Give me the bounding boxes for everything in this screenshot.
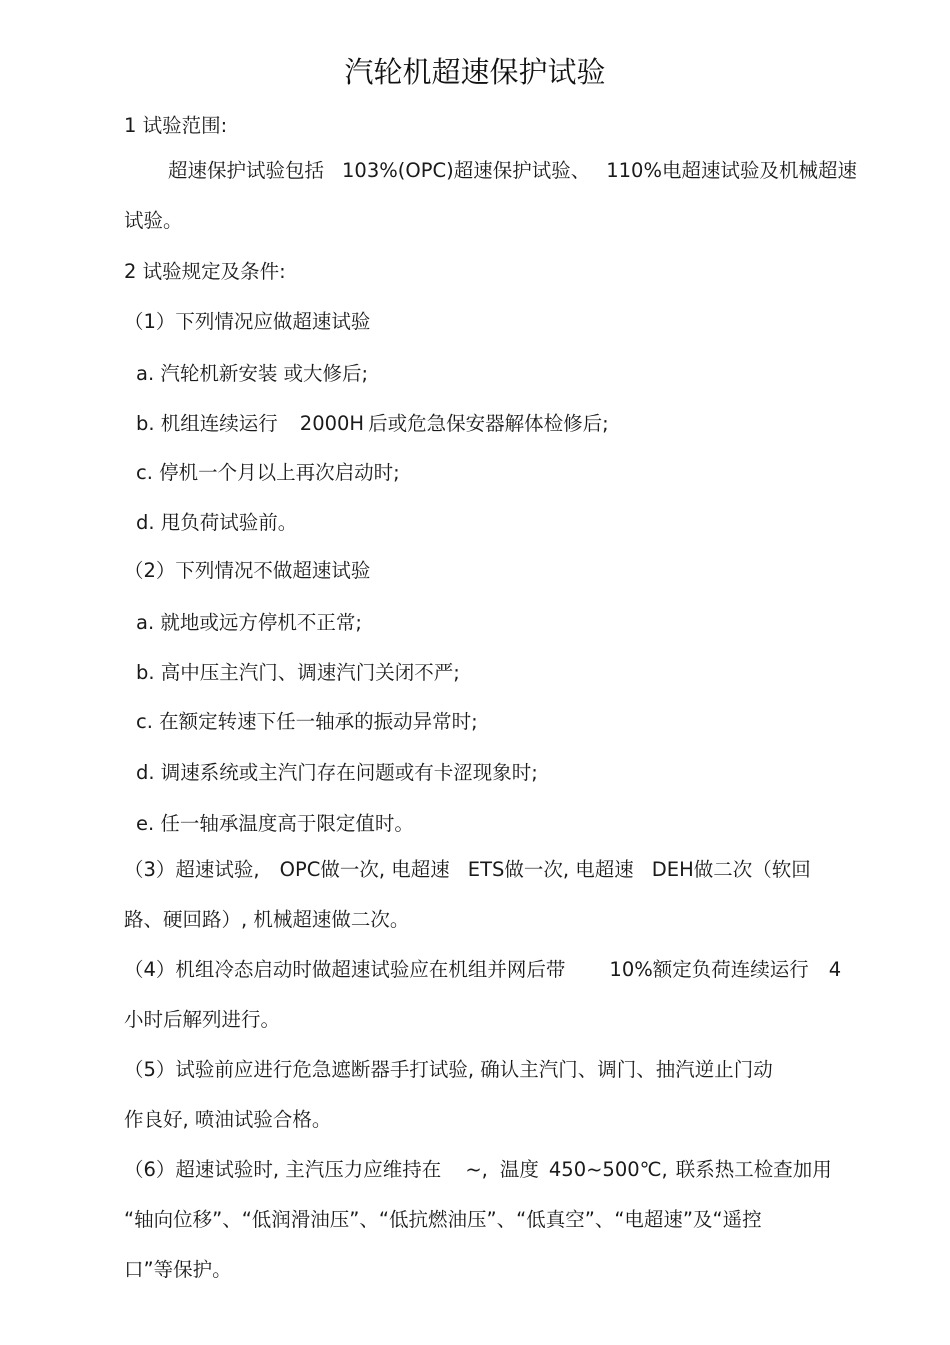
group-2-heading: （2）下列情况不做超速试验	[124, 559, 371, 582]
text-run: 超速保护试验包括	[168, 159, 325, 182]
text-run: 450~500℃,	[548, 1158, 668, 1181]
group-4-line-1	[124, 956, 841, 984]
group-6-line-1	[124, 1156, 832, 1184]
text-run: 2000H	[299, 412, 365, 435]
group-1-heading: （1）下列情况应做超速试验	[124, 310, 371, 333]
text-run: （4）机组冷态启动时做超速试验应在机组并网后带	[124, 958, 566, 981]
group-2-item-a: a. 就地或远方停机不正常;	[136, 611, 362, 634]
group-5-line-2: 作良好, 喷油试验合格。	[124, 1108, 332, 1131]
text-run: 103%(OPC)	[342, 159, 454, 182]
group-2-item-b: b. 高中压主汽门、调速汽门关闭不严;	[136, 661, 460, 684]
section-2-heading: 2 试验规定及条件:	[124, 260, 286, 283]
section-1-paragraph-line-2: 试验。	[124, 209, 183, 232]
group-3-line-1	[124, 856, 811, 884]
text-run: 做二次（软回	[693, 858, 811, 881]
group-1-item-d: d. 甩负荷试验前。	[136, 511, 298, 534]
text-run: 后或危急保安器解体检修后;	[368, 412, 609, 435]
text-run: （6）超速试验时, 主汽压力应维持在	[124, 1158, 442, 1181]
group-1-item-a: a. 汽轮机新安装 或大修后;	[136, 362, 369, 385]
group-4-line-2: 小时后解列进行。	[124, 1008, 281, 1031]
group-1-item-c: c. 停机一个月以上再次启动时;	[136, 461, 400, 484]
text-run: （3）超速试验,	[124, 858, 260, 881]
text-run: 做一次, 电超速	[504, 858, 634, 881]
group-1-item-b	[136, 410, 609, 438]
group-6-line-2: “轴向位移”、“低润滑油压”、“低抗燃油压”、“低真空”、“电超速”及“遥控	[124, 1208, 762, 1231]
text-run: DEH	[651, 858, 694, 881]
text-run: 温度	[499, 1158, 539, 1181]
text-run: ETS	[467, 858, 505, 881]
group-2-item-c: c. 在额定转速下任一轴承的振动异常时;	[136, 710, 478, 733]
section-1-heading: 1 试验范围:	[124, 114, 228, 137]
group-6-line-3: 口”等保护。	[124, 1258, 232, 1281]
text-run: OPC	[279, 858, 321, 881]
document-title: 汽轮机超速保护试验	[344, 55, 606, 89]
text-run: 10%	[609, 958, 653, 981]
text-run: 额定负荷连续运行	[652, 958, 809, 981]
group-2-item-e: e. 任一轴承温度高于限定值时。	[136, 812, 414, 835]
text-run: 联系热工检查加用	[675, 1158, 832, 1181]
group-2-item-d: d. 调速系统或主汽门存在问题或有卡涩现象时;	[136, 761, 538, 784]
section-1-paragraph-line-1	[168, 157, 857, 185]
text-run: 4	[828, 958, 842, 981]
group-3-line-2: 路、硬回路）, 机械超速做二次。	[124, 908, 410, 931]
text-run: 电超速试验及机械超速	[661, 159, 857, 182]
text-run: 超速保护试验、	[453, 159, 591, 182]
text-run: 做一次, 电超速	[320, 858, 450, 881]
text-run: b. 机组连续运行	[136, 412, 278, 435]
text-run: 110%	[606, 159, 662, 182]
text-run: ~,	[465, 1158, 488, 1181]
group-5-line-1: （5）试验前应进行危急遮断器手打试验, 确认主汽门、调门、抽汽逆止门动	[124, 1058, 773, 1081]
